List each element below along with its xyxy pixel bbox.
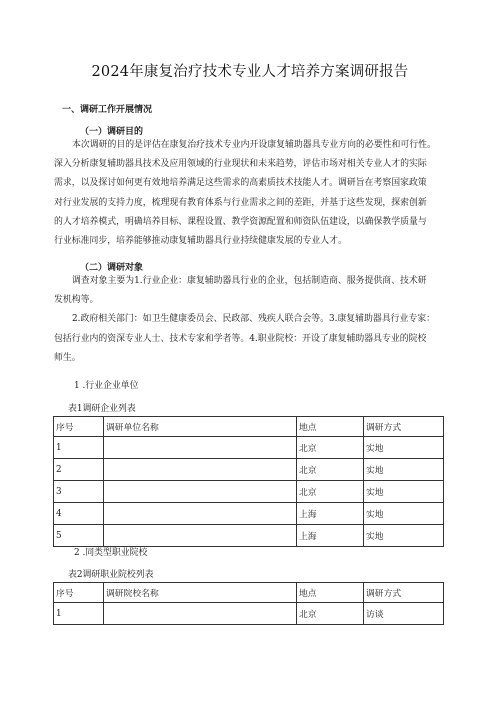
table-cell: 2 [54,459,104,481]
table-row [54,525,444,547]
list-item-enterprises: 1 .行业企业单位 [74,381,139,391]
table-cell: 北京 [297,437,364,459]
subsection-heading-subjects: （二）调研对象 [80,263,144,273]
section-heading-1: 一、调研工作开展情况 [62,105,153,115]
paragraph-line: 2.政府相关部门：如卫生健康委员会、民政部、残疾人联合会等。3.康复辅助器具行业专家： [72,314,436,325]
college-table [53,582,444,625]
table-cell: 3 [54,481,104,503]
table-cell: 实地 [364,503,444,525]
table-row [54,603,444,625]
header-cell: 序号 [54,417,104,437]
enterprise-table [53,416,444,547]
table-caption-1: 表1调研企业列表 [68,404,136,414]
paragraph-line: 发机构等。 [54,295,99,306]
header-cell: 调研院校名称 [104,583,297,603]
header-cell: 调研方式 [364,417,444,437]
table-cell: 访谈 [364,603,444,625]
table-cell [104,481,297,503]
table-cell [104,603,297,625]
table-header-row [54,583,444,603]
table-cell: 上海 [297,503,364,525]
table-cell: 4 [54,503,104,525]
document-title: 2024年康复治疗技术专业人才培养方案调研报告 [91,64,409,80]
header-cell: 序号 [54,583,104,603]
table-cell: 1 [54,437,104,459]
paragraph-line: 深入分析康复辅助器具技术及应用领域的行业现状和未来趋势，评估市场对相关专业人才的实际 [54,159,427,170]
table-cell: 实地 [364,459,444,481]
table-row [54,437,444,459]
table-cell: 上海 [297,525,364,547]
paragraph-line: 师生。 [54,352,81,363]
table-cell: 1 [54,603,104,625]
header-cell: 地点 [297,583,364,603]
table-cell: 实地 [364,525,444,547]
paragraph-line: 行业标准同步，培养能够推动康复辅助器具行业持续健康发展的专业人才。 [54,236,347,247]
table-row [54,459,444,481]
header-cell: 地点 [297,417,364,437]
table-caption-2: 表2调研职业院校列表 [68,570,154,580]
table-cell [104,503,297,525]
table-cell [104,459,297,481]
table-cell [104,525,297,547]
subsection-heading-purpose: （一）调研目的 [80,127,144,137]
table-cell: 北京 [297,481,364,503]
purpose-paragraph [54,136,449,251]
list-item-colleges: 2 .同类型职业院校 [74,548,148,558]
paragraph-line: 的人才培养模式，明确培养目标、课程设置、教学资源配置和师资队伍建设，以确保教学质量与 [54,216,427,227]
paragraph-line: 对行业发展的支持力度，梳理现有教育体系与行业需求之间的差距，并基于这些发现，探索创新 [54,197,427,208]
table-cell: 北京 [297,603,364,625]
table-cell: 5 [54,525,104,547]
table-cell: 北京 [297,459,364,481]
header-cell: 调研方式 [364,583,444,603]
paragraph-line: 本次调研的目的是评估在康复治疗技术专业内开设康复辅助器具专业方向的必要性和可行性。 [72,140,436,150]
table-header-row [54,417,444,437]
paragraph-line: 包括行业内的资深专业人士、技术专家和学者等。4.职业院校：开设了康复辅助器具专业的院校 [54,333,427,344]
table-cell [104,437,297,459]
paragraph-line: 调查对象主要为1.行业企业：康复辅助器具行业的企业，包括制造商、服务提供商、技术研 [72,276,427,286]
paragraph-line: 需求，以及探讨如何更有效地培养满足这些需求的高素质技术技能人才。调研旨在考察国家政策 [54,178,427,189]
table-cell: 实地 [364,481,444,503]
table-cell: 实地 [364,437,444,459]
table-row [54,481,444,503]
subjects-paragraph [54,272,449,368]
header-cell: 调研单位名称 [104,417,297,437]
table-row [54,503,444,525]
